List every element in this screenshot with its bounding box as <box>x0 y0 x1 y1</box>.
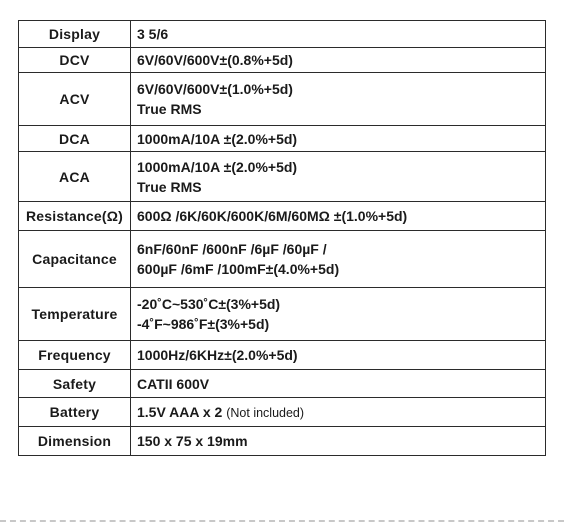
spec-row-acv <box>19 73 546 126</box>
spec-label: Frequency <box>19 341 131 370</box>
spec-label: DCV <box>19 48 131 73</box>
spec-value <box>131 370 546 398</box>
spec-row-dimension <box>19 427 546 456</box>
spec-row-safety <box>19 370 546 398</box>
spec-value <box>131 341 546 370</box>
spec-value <box>131 126 546 152</box>
spec-label: Display <box>19 21 131 48</box>
spec-row-temperature <box>19 288 546 341</box>
spec-value <box>131 152 546 202</box>
spec-value-line: 6V/60V/600V±(0.8%+5d) <box>137 52 293 68</box>
battery-note: (Not included) <box>226 405 305 420</box>
spec-value <box>131 48 546 73</box>
spec-value-line: 150 x 75 x 19mm <box>137 433 248 449</box>
spec-value <box>131 398 546 427</box>
spec-row-dca <box>19 126 546 152</box>
spec-value <box>131 202 546 231</box>
spec-value-line: -20˚C~530˚C±(3%+5d) <box>137 296 281 312</box>
spec-value-line <box>137 402 539 423</box>
spec-value-line: -4˚F~986˚F±(3%+5d) <box>137 316 270 332</box>
spec-value-line: 6V/60V/600V±(1.0%+5d) <box>137 81 293 97</box>
spec-value <box>131 231 546 288</box>
spec-label: Capacitance <box>19 231 131 288</box>
spec-label: Battery <box>19 398 131 427</box>
spec-row-battery <box>19 398 546 427</box>
spec-label: ACA <box>19 152 131 202</box>
spec-row-frequency <box>19 341 546 370</box>
spec-value-line: 1000mA/10A ±(2.0%+5d) <box>137 158 298 175</box>
spec-row-capacitance <box>19 231 546 288</box>
spec-table <box>18 20 546 456</box>
spec-row-aca <box>19 152 546 202</box>
spec-value-line: True RMS <box>137 178 202 195</box>
spec-value <box>131 288 546 341</box>
spec-value-line: 3 5/6 <box>137 26 169 42</box>
spec-row-dcv <box>19 48 546 73</box>
spec-value <box>131 427 546 456</box>
spec-label: Resistance(Ω) <box>19 202 131 231</box>
spec-value-line: CATII 600V <box>137 375 210 392</box>
spec-value-line: 1000Hz/6KHz±(2.0%+5d) <box>137 347 298 363</box>
bottom-divider <box>0 520 564 522</box>
spec-label: DCA <box>19 126 131 152</box>
battery-spec: 1.5V AAA x 2 <box>137 403 223 420</box>
spec-row-display <box>19 21 546 48</box>
spec-value <box>131 73 546 126</box>
spec-label: Temperature <box>19 288 131 341</box>
spec-value-line: 6nF/60nF /600nF /6µF /60µF / <box>137 241 327 257</box>
spec-row-resistance <box>19 202 546 231</box>
spec-value-line: 600Ω /6K/60K/600K/6M/60MΩ ±(1.0%+5d) <box>137 208 408 224</box>
spec-value-line: 600µF /6mF /100mF±(4.0%+5d) <box>137 261 340 277</box>
spec-value-line: 1000mA/10A ±(2.0%+5d) <box>137 130 298 147</box>
spec-value-line: True RMS <box>137 101 202 117</box>
spec-value <box>131 21 546 48</box>
spec-label: Safety <box>19 370 131 398</box>
spec-label: ACV <box>19 73 131 126</box>
spec-label: Dimension <box>19 427 131 456</box>
